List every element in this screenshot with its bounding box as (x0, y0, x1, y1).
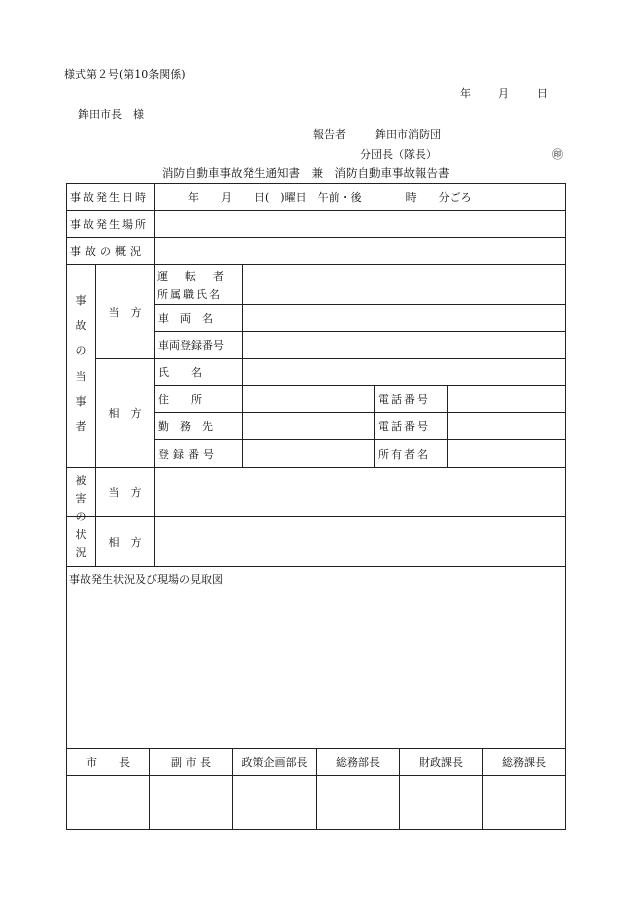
datetime-value: 年 月 日( )曜日 午前・後 時 分ごろ (188, 191, 472, 204)
address-label: 住 所 (158, 393, 202, 406)
damage-own-label: 当 方 (108, 486, 142, 499)
damage-char: 況 (75, 546, 87, 559)
damage-other-label: 相 方 (108, 535, 142, 549)
place-value[interactable] (155, 211, 565, 237)
parties-char: 者 (75, 419, 87, 433)
addressee: 鉾田市長 様 (78, 108, 144, 121)
driver-label-line1: 運 転 者 (157, 270, 227, 283)
workplace-label: 勤 務 先 (158, 420, 213, 433)
reporter-label: 報告者 (313, 128, 346, 141)
parties-char: 事 (75, 294, 87, 307)
damage-char: 被 (75, 474, 87, 487)
damage-char: の (75, 510, 87, 523)
date-month-label: 月 (498, 87, 509, 100)
reporter-position: 分団長（隊長） (360, 148, 437, 161)
vehicle-reg-label: 車両登録番号 (158, 339, 224, 352)
damage-char: 状 (75, 528, 87, 541)
damage-char: 害 (75, 492, 87, 505)
date-year-label: 年 (460, 87, 471, 100)
damage-group-label (67, 472, 95, 560)
document-title: 消防自動車事故発生通知書 兼 消防自動車事故報告書 (162, 166, 450, 180)
phone-label-1: 電話番号 (378, 393, 430, 406)
approval-mayor: 市 長 (86, 756, 130, 769)
sketch-label: 事故発生状況及び現場の見取図 (69, 573, 223, 586)
name-value[interactable] (243, 359, 565, 385)
summary-value[interactable] (155, 238, 565, 264)
driver-value[interactable] (243, 265, 565, 304)
approval-vice-mayor: 副 市 長 (171, 756, 211, 769)
approval-policy-director: 政策企画部長 (241, 756, 308, 769)
parties-char: 事 (75, 394, 87, 408)
parties-group-label (67, 292, 95, 434)
driver-label-line2: 所属職氏名 (157, 288, 222, 301)
parties-char: の (75, 344, 87, 358)
reporter-org: 鉾田市消防団 (375, 128, 441, 141)
other-side-label: 相 方 (108, 407, 142, 420)
approval-general-affairs-director: 総務部長 (336, 756, 380, 769)
owner-label: 所有者名 (378, 447, 430, 461)
parties-char: 故 (75, 319, 87, 333)
reg-number-label: 登録番号 (158, 447, 218, 461)
vehicle-label: 車 両 名 (158, 312, 213, 325)
approval-finance-chief: 財政課長 (419, 756, 463, 769)
own-side-label: 当 方 (108, 305, 142, 319)
form-number: 様式第２号(第10条関係) (64, 68, 186, 81)
place-label: 事故発生場所 (70, 218, 148, 231)
summary-label: 事故の概況 (70, 245, 145, 258)
date-day-label: 日 (537, 87, 548, 100)
seal-mark: ㊞ (552, 148, 563, 161)
parties-char: 当 (75, 369, 87, 383)
approval-general-affairs-chief: 総務課長 (502, 756, 546, 769)
vehicle-value[interactable] (243, 305, 565, 331)
datetime-label: 事故発生日時 (70, 191, 148, 204)
driver-label (157, 268, 239, 304)
phone-label-2: 電話番号 (378, 420, 430, 433)
vehicle-reg-value[interactable] (243, 332, 565, 358)
name-label: 氏 名 (158, 366, 202, 379)
